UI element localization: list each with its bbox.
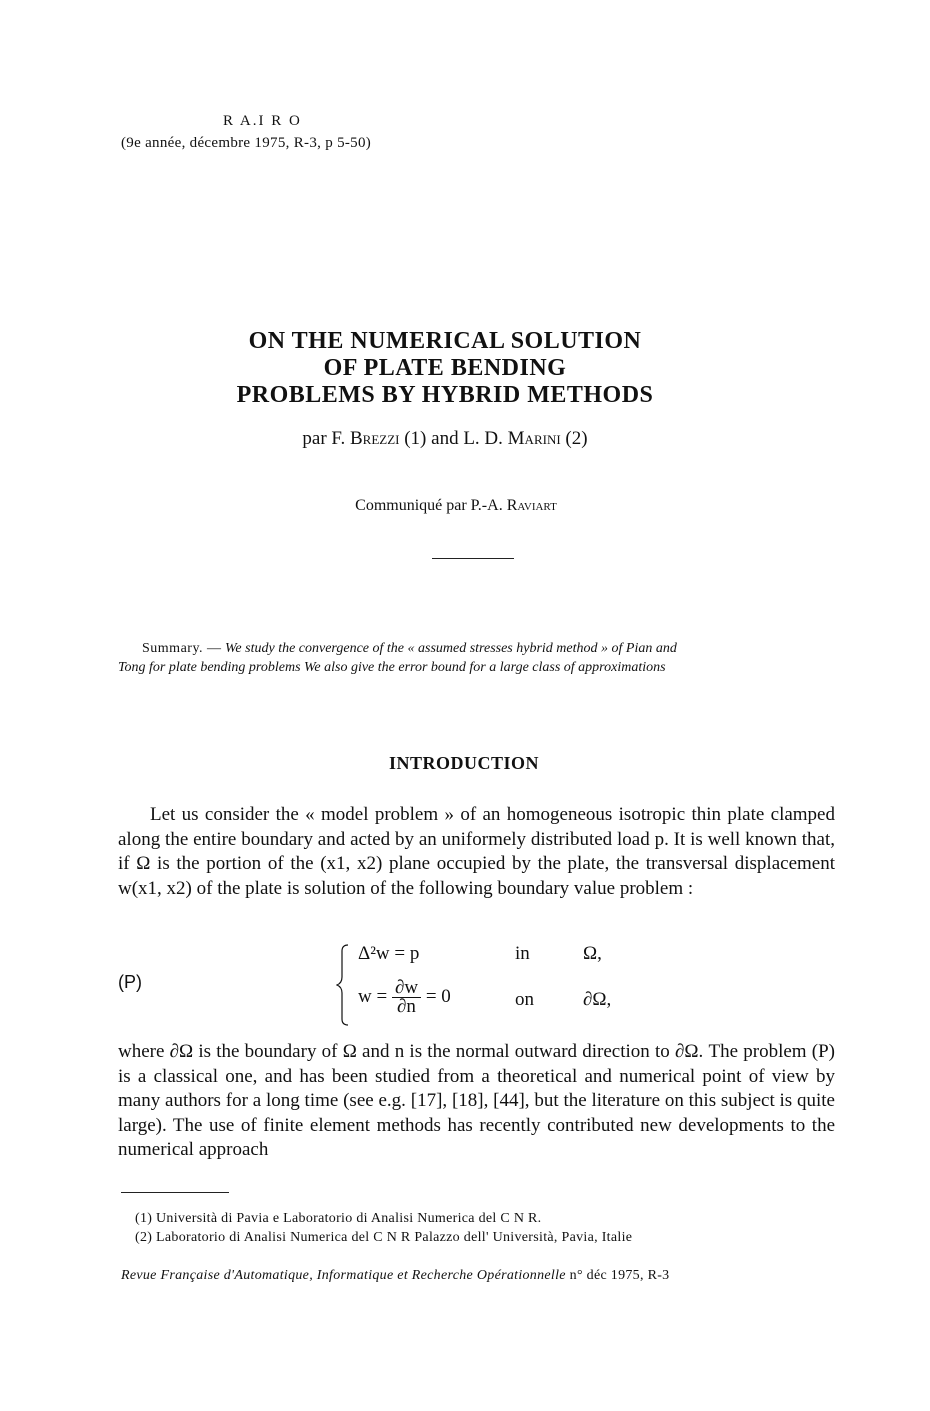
equation-row-1-word: in — [515, 943, 530, 964]
title-line-3: PROBLEMS BY HYBRID METHODS — [236, 382, 654, 408]
issue-info: (9e année, décembre 1975, R-3, p 5-50) — [121, 135, 372, 151]
title-divider — [432, 558, 514, 559]
equation-row-2-domain: ∂Ω, — [583, 989, 612, 1010]
running-header — [121, 110, 371, 154]
author-prefix: par F. — [302, 428, 346, 449]
footnote-1: (1) Università di Pavia e Laboratorio di Analisi Numerica del C N R. — [135, 1211, 542, 1226]
footnote-divider — [121, 1192, 229, 1193]
intro-paragraph-1: Let us consider the « model problem » of an homogeneous isotropic thin plate clamped along the entire boundary and acted by an uniformely distributed load p. It is well known that, if Ω is the portion of the (x1, x2) plane occupied by the plate, the transversal displacement w(x1, x2) of the plate is solution of the following boundary value problem : — [118, 804, 835, 899]
author-1-note: (1) — [404, 428, 427, 449]
fraction-denominator: ∂n — [397, 996, 416, 1017]
communicated-name: Raviart — [506, 497, 557, 514]
equation-row-2-rhs: = 0 — [425, 985, 451, 1007]
equation-row-2 — [358, 979, 451, 1016]
equation-row-2-lhs: w = — [358, 985, 388, 1007]
paper-title — [0, 328, 930, 409]
footer-journal: Revue Française d'Automatique, Informatique et Recherche Opérationnelle — [121, 1268, 566, 1283]
page-footer — [121, 1268, 834, 1284]
section-heading: INTRODUCTION — [388, 753, 540, 773]
summary-label: Summary. — — [142, 641, 222, 656]
communicated-prefix: Communiqué par P.-A. — [355, 497, 503, 514]
equation-tag: (P) — [118, 972, 142, 992]
title-line-2: OF PLATE BENDING — [323, 355, 567, 381]
author-line — [0, 428, 910, 450]
title-line-1: ON THE NUMERICAL SOLUTION — [248, 328, 642, 354]
equation-brace — [336, 943, 356, 1027]
equation-row-1-domain: Ω, — [583, 943, 602, 964]
normal-derivative — [392, 979, 421, 1016]
communicated-by — [0, 497, 921, 515]
equation-row-2-word: on — [515, 989, 534, 1010]
author-conjunction: and L. D. — [431, 428, 503, 449]
summary-line-2: Tong for plate bending problems We also give the error bound for a large class of approximations — [118, 660, 666, 675]
summary-line-1: We study the convergence of the « assumed stresses hybrid method » of Pian and — [225, 641, 677, 656]
footer-issue: n° déc 1975, R-3 — [569, 1268, 670, 1283]
journal-abbrev: R A.I R O — [223, 113, 302, 129]
summary-block — [118, 639, 831, 677]
equation-row-1-lhs: Δ²w = p — [358, 943, 420, 964]
author-2: Marini — [507, 428, 561, 449]
fraction-numerator: ∂w — [392, 979, 421, 998]
intro-paragraph-2: where ∂Ω is the boundary of Ω and n is the normal outward direction to ∂Ω. The problem (P) is a classical one, and has been studied from a theoretical and numerical point of view by many authors for a long time (see e.g. [17], [18], [44], but the literature on this subject is quite large). The use of finite element methods has recently contributed new developments to the numerical approach — [118, 1041, 835, 1160]
author-2-note: (2) — [565, 428, 588, 449]
author-1: Brezzi — [349, 428, 400, 449]
footnote-2: (2) Laboratorio di Analisi Numerica del C N R Palazzo dell' Università, Pavia, Italie — [135, 1230, 633, 1245]
